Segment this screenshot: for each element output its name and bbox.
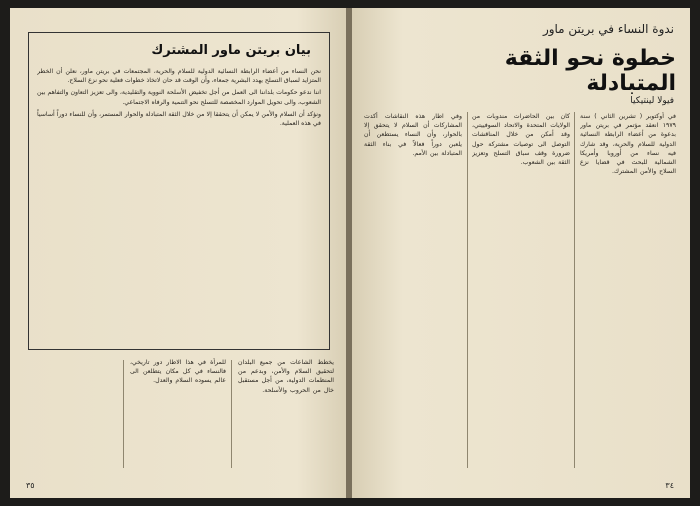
bottom-column-1 <box>238 358 334 470</box>
boxed-title: بيان بريتن ماور المشترك <box>151 43 311 58</box>
boxed-paragraph: ونؤكد أن السلام والأمن لا يمكن أن يتحققا إلا من خلال الثقة المتبادلة والحوار المستمر، وأن للنساء دوراً أساسياً في هذه العملية. <box>37 110 321 128</box>
article-byline: فيولا لينتيكيا <box>630 96 674 106</box>
article-headline: خطوة نحو الثقة المتبادلة <box>504 46 676 96</box>
right-page <box>352 8 690 498</box>
boxed-body <box>37 67 321 343</box>
left-page <box>10 8 348 498</box>
column-divider <box>231 360 232 468</box>
column-text: وفي اطار هذه النقاشات أكدت المشاركات أن السلام لا يتحقق إلا بالحوار، وأن النساء يستطعن أن يلعبن دوراً فعالاً في بناء الثقة المتبادلة بين الأمم. <box>364 113 462 157</box>
boxed-paragraph: نحن النساء من أعضاء الرابطة النسائية الدولية للسلام والحرية، المجتمعات في بريتن ماور، نعلن أن الخطر المتزايد لسباق التسلح يهدد البشرية جمعاء، وأن الوقت قد حان لاتخاذ خطوات فعلية نحو نزع السلاح. <box>37 68 321 85</box>
magazine-spread <box>10 8 690 498</box>
bottom-column-text: للمرأة في هذا الاطار دور تاريخي، فالنساء في كل مكان يتطلعن الى عالم يسوده السلام والعدل. <box>130 359 226 385</box>
article-column-3 <box>364 112 462 472</box>
bottom-column-2 <box>130 358 226 470</box>
article-kicker: ندوة النساء في بريتن ماور <box>542 22 674 36</box>
column-divider <box>574 112 575 468</box>
joint-statement-box <box>28 32 330 350</box>
column-divider <box>123 360 124 468</box>
article-column-1 <box>580 112 676 472</box>
boxed-paragraph: اننا ندعو حكومات بلداننا الى العمل من أجل تخفيض الأسلحة النووية والتقليدية، والى تعزيز التعاون والتفاهم بين الشعوب، والى تحويل الموارد المخصصة للتسلح نحو التنمية والرفاه الاجتماعي. <box>37 89 321 106</box>
column-text: في أوكتوبر ( تشرين الثاني ) سنة ١٩٧٩ انعقد مؤتمر في بريتن ماور بدعوة من أعضاء الرابطة النسائية الدولية للسلام والحرية، وقد شارك فيه نساء من أوروبا وأمريكا الشمالية للبحث في قضايا نزع السلاح والأمن المشترك. <box>580 113 676 176</box>
bottom-column-text: يخطط الشاعات من جميع البلدان لتحقيق السلام والأمن، وبدعم من المنظمات الدولية، من أجل مستقبل خال من الحروب والأسلحة. <box>238 359 334 394</box>
column-divider <box>467 112 468 468</box>
column-text: كان بين الحاضرات مندوبات من الولايات المتحدة والاتحاد السوفييتي، وقد أمكن من خلال المناقشات التوصل الى توصيات مشتركة حول ضرورة وقف سباق التسلح وتعزيز الثقة بين الشعوب. <box>472 113 570 167</box>
article-column-2 <box>472 112 570 472</box>
page-number: ٣٤ <box>665 481 674 490</box>
page-number: ٣٥ <box>26 481 35 490</box>
